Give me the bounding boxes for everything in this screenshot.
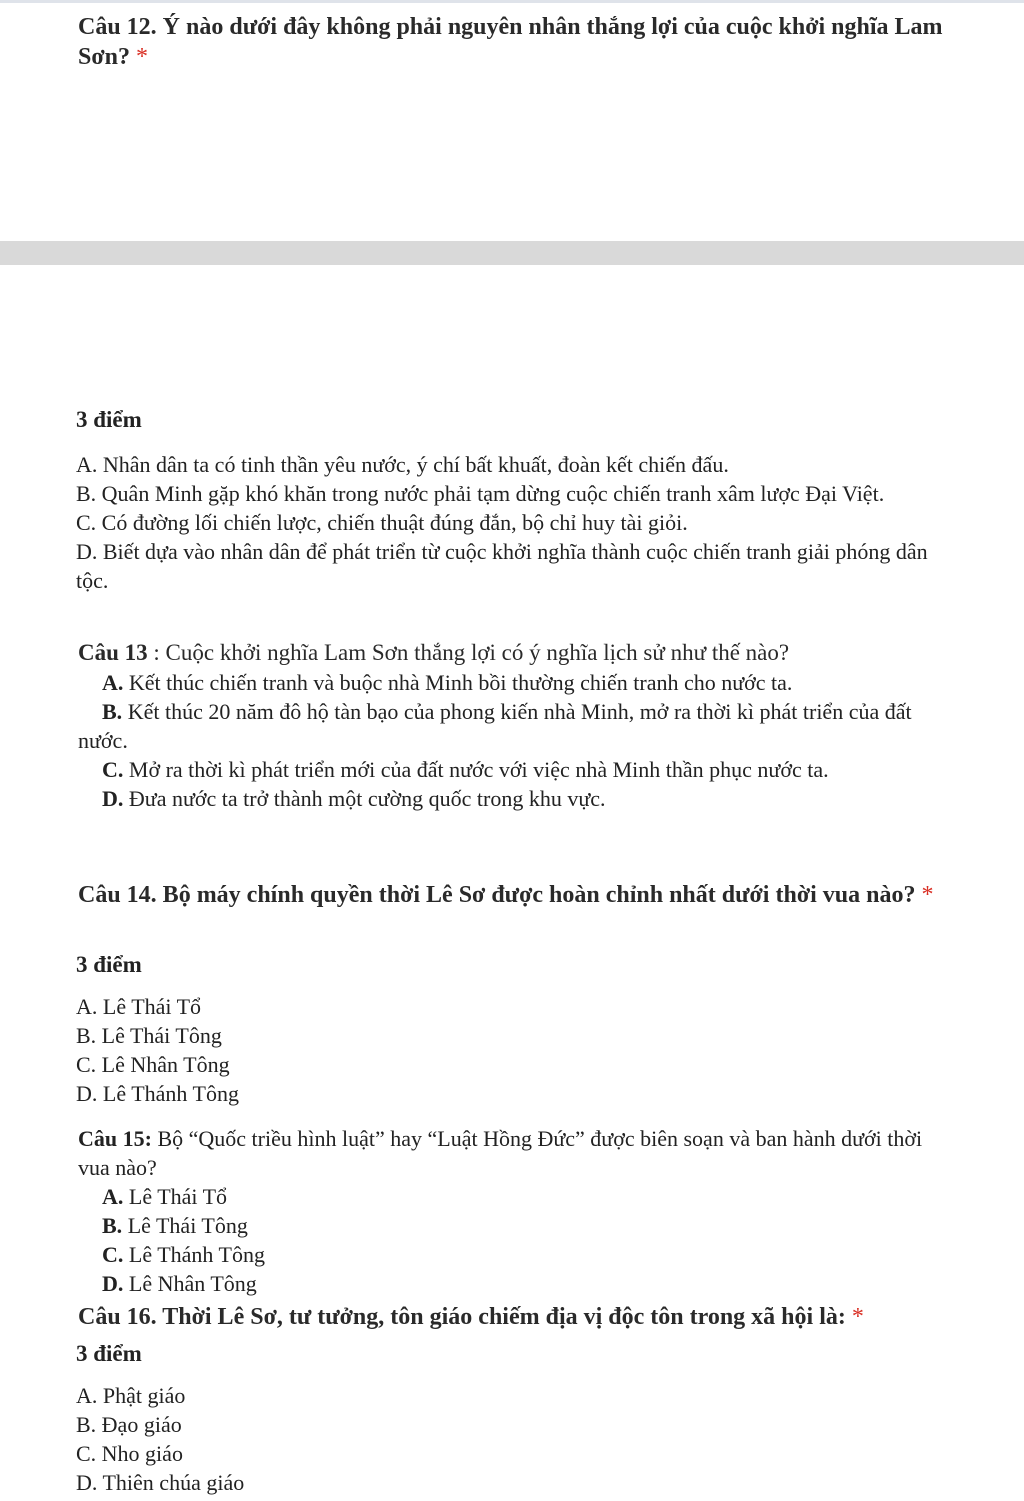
option-b[interactable]: B. Kết thúc 20 năm đô hộ tàn bạo của phong kiến nhà Minh, mở ra thời kì phát triển của đất nước. xyxy=(78,699,912,753)
option-b[interactable]: B. Lê Thái Tông xyxy=(102,1213,248,1238)
question-12-points: 3 điểm xyxy=(76,407,142,432)
question-15-options xyxy=(78,1182,958,1298)
question-14-options xyxy=(76,992,956,1108)
question-13-title xyxy=(78,638,958,668)
section-divider xyxy=(0,241,1024,265)
option-b[interactable]: B. Lê Thái Tông xyxy=(76,1023,222,1048)
question-12-options xyxy=(76,450,956,595)
option-d[interactable]: D. Lê Nhân Tông xyxy=(102,1271,257,1296)
question-16-title xyxy=(78,1302,978,1332)
option-b[interactable]: B. Đạo giáo xyxy=(76,1412,182,1437)
top-border xyxy=(0,0,1024,3)
option-b[interactable]: B. Quân Minh gặp khó khăn trong nước phải tạm dừng cuộc chiến tranh xâm lược Đại Việt. xyxy=(76,481,885,506)
option-a[interactable]: A. Nhân dân ta có tinh thần yêu nước, ý chí bất khuất, đoàn kết chiến đấu. xyxy=(76,452,729,477)
question-14-title xyxy=(78,880,958,910)
question-13-options xyxy=(78,668,958,813)
option-c[interactable]: C. Nho giáo xyxy=(76,1441,183,1466)
question-15-text: Bộ “Quốc triều hình luật” hay “Luật Hồng Đức” được biên soạn và ban hành dưới thời vua nào? xyxy=(78,1126,923,1180)
option-d[interactable]: D. Đưa nước ta trở thành một cường quốc trong khu vực. xyxy=(102,786,606,811)
question-13-text: : Cuộc khởi nghĩa Lam Sơn thắng lợi có ý nghĩa lịch sử như thế nào? xyxy=(147,640,790,665)
question-15-label: Câu 15: xyxy=(78,1126,152,1151)
option-d[interactable]: D. Lê Thánh Tông xyxy=(76,1081,239,1106)
question-15-title xyxy=(78,1124,958,1182)
required-asterisk: * xyxy=(135,44,148,70)
option-c[interactable]: C. Mở ra thời kì phát triển mới của đất nước với việc nhà Minh thần phục nước ta. xyxy=(102,757,829,782)
question-12-text: Câu 12. Ý nào dưới đây không phải nguyên nhân thắng lợi của cuộc khởi nghĩa Lam Sơn? xyxy=(78,14,943,70)
question-16-text: Câu 16. Thời Lê Sơ, tư tưởng, tôn giáo chiếm địa vị độc tôn trong xã hội là: xyxy=(78,1304,846,1330)
question-12-title xyxy=(78,12,958,72)
option-c[interactable]: C. Lê Nhân Tông xyxy=(76,1052,230,1077)
option-a[interactable]: A. Lê Thái Tổ xyxy=(76,994,202,1019)
option-a[interactable]: A. Phật giáo xyxy=(76,1383,186,1408)
option-d[interactable]: D. Thiên chúa giáo xyxy=(76,1470,245,1495)
question-13-label: Câu 13 xyxy=(78,640,148,665)
question-16-points: 3 điểm xyxy=(76,1341,142,1366)
option-c[interactable]: C. Có đường lối chiến lược, chiến thuật đúng đắn, bộ chỉ huy tài giỏi. xyxy=(76,510,688,535)
required-asterisk: * xyxy=(921,882,934,908)
option-c[interactable]: C. Lê Thánh Tông xyxy=(102,1242,265,1267)
option-a[interactable]: A. Lê Thái Tổ xyxy=(102,1184,228,1209)
option-d[interactable]: D. Biết dựa vào nhân dân để phát triển từ cuộc khởi nghĩa thành cuộc chiến tranh giải phóng dân tộc. xyxy=(76,539,928,593)
question-16-options xyxy=(76,1381,956,1497)
option-a[interactable]: A. Kết thúc chiến tranh và buộc nhà Minh bồi thường chiến tranh cho nước ta. xyxy=(102,670,793,695)
required-asterisk: * xyxy=(851,1304,864,1330)
question-14-text: Câu 14. Bộ máy chính quyền thời Lê Sơ được hoàn chỉnh nhất dưới thời vua nào? xyxy=(78,882,916,908)
question-14-points: 3 điểm xyxy=(76,952,142,977)
